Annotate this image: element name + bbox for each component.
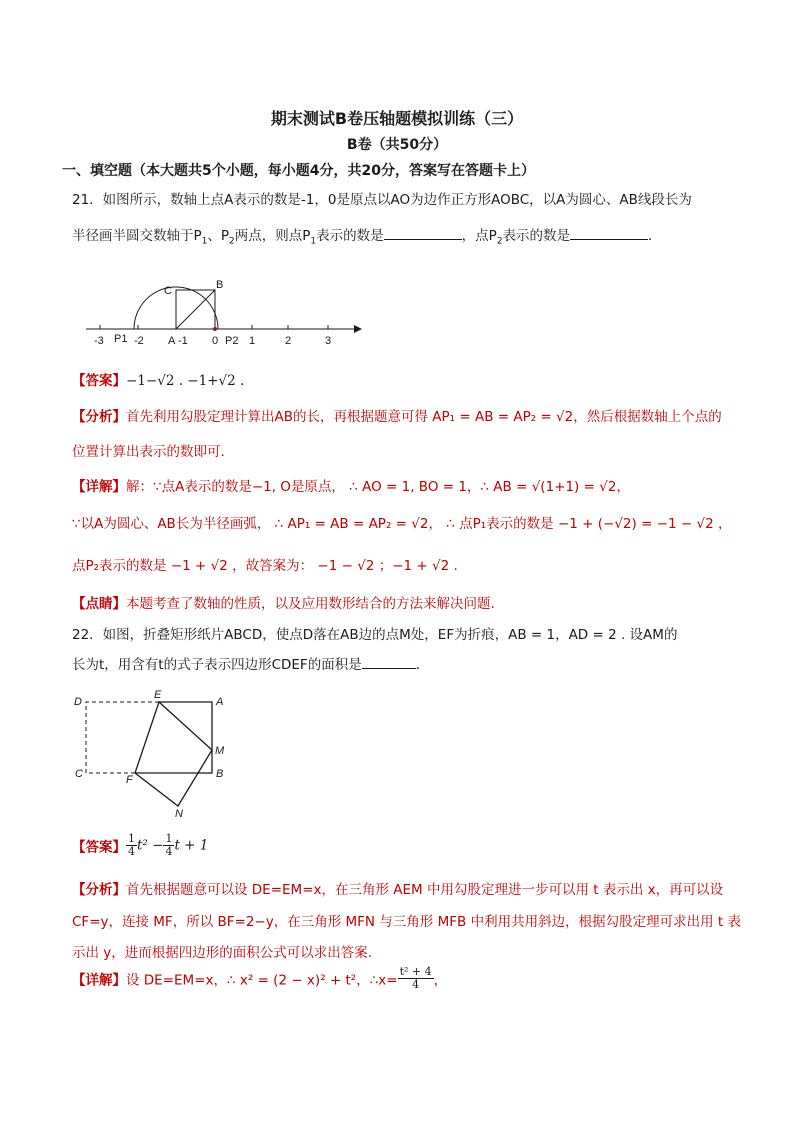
detail-tag: 【详解】 <box>72 972 126 989</box>
folded-part <box>135 702 212 806</box>
comment-text: 本题考查了数轴的性质，以及应用数形结合的方法来解决问题. <box>126 596 495 612</box>
analysis-tag: 【分析】 <box>72 882 126 898</box>
q21-analysis-2: 位置计算出表示的数即可. <box>72 444 225 460</box>
q21-detail-2: ∵以A为圆心、AB长为半径画弧， ∴ AP₁ = AB = AP₂ = √2， ∴ 点P₁表示的数是 −1 + (−√2) = −1 − √2 ， <box>72 516 732 532</box>
origin-dot <box>213 327 217 331</box>
label-m: M <box>215 745 225 757</box>
q22-line2 <box>72 653 429 673</box>
detail-tag: 【详解】 <box>72 479 126 495</box>
q22-detail <box>72 966 447 991</box>
answer-blank-3[interactable] <box>362 655 416 669</box>
axis-arrow <box>354 325 362 333</box>
label-f: F <box>126 774 133 786</box>
section-subtitle: B卷（共50分） <box>346 137 448 153</box>
q21-text: ，点P <box>461 228 497 244</box>
answer-tag: 【答案】 <box>72 373 126 389</box>
label-e: E <box>154 690 162 701</box>
subscript: 2 <box>229 236 235 247</box>
denominator: 4 <box>128 845 135 858</box>
q22-text: ． <box>415 657 430 673</box>
q22-analysis-2: CF=y，连接 MF，所以 BF=2−y，在三角形 MFN 与三角形 MFB 中利用共用斜边，根据勾股定理可求出用 t 表 <box>72 914 741 930</box>
point-label-b: B <box>216 279 224 291</box>
tick-label: 1 <box>249 335 256 347</box>
q21-text: 两点，则点P <box>234 228 311 244</box>
detail-text: 设 DE=EM=x，∴ x² = (2 − x)² + t²，∴x= <box>126 972 398 989</box>
label-a: A <box>216 696 224 708</box>
answer-tag: 【答案】 <box>72 839 126 856</box>
fraction <box>163 833 174 858</box>
dashed-edge <box>86 702 159 773</box>
answer-text: t + 1 <box>174 837 209 854</box>
q21-line2 <box>72 224 662 247</box>
numerator: t² + 4 <box>399 965 432 978</box>
tick-label: -2 <box>134 335 144 347</box>
answer-blank-2[interactable] <box>570 226 648 240</box>
number-line-figure <box>80 268 370 358</box>
comment-tag: 【点睛】 <box>72 596 126 612</box>
q21-text: 半径画半圆交数轴于P <box>72 228 202 244</box>
answer-text: −1−√2 . −1+√2 . <box>126 373 245 389</box>
q21-text: 表示的数是 <box>502 228 571 244</box>
q22-analysis-1 <box>72 878 723 898</box>
answer-text: t² − <box>137 837 164 854</box>
q22-text: 长为t，用含有t的式子表示四边形CDEF的面积是 <box>72 657 362 673</box>
fraction <box>398 966 434 991</box>
tick-label: 0 <box>212 335 219 347</box>
subscript: 1 <box>310 236 317 247</box>
answer-blank-1[interactable] <box>384 226 462 240</box>
analysis-text: 首先利用勾股定理计算出AB的长，再根据题意可得 AP₁ = AB = AP₂ = √2，然后根据数轴上个点的 <box>126 409 722 425</box>
label-n: N <box>175 808 183 820</box>
numerator: 1 <box>128 832 135 845</box>
detail-text: ， <box>433 972 448 989</box>
tick-label: 3 <box>325 335 332 347</box>
point-label-c: C <box>164 285 172 297</box>
tick-label: 2 <box>285 335 292 347</box>
tick-label: -3 <box>94 335 104 347</box>
q21-line1: 21．如图所示，数轴上点A表示的数是-1，0是原点以AO为边作正方形AOBC，以A为圆心、AB线段长为 <box>72 192 692 208</box>
section-heading: 一、填空题（本大题共5个小题，每小题4分，共20分，答案写在答题卡上） <box>62 163 535 179</box>
tick-label: -1 <box>178 335 188 347</box>
analysis-tag: 【分析】 <box>72 409 126 425</box>
analysis-text: 首先根据题意可以设 DE=EM=x，在三角形 AEM 中用勾股定理进一步可以用 t 表示出 x，再可以设 <box>126 882 724 898</box>
q22-line1: 22．如图，折叠矩形纸片ABCD，使点D落在AB边的点M处，EF为折痕，AB = 1，AD = 2 . 设AM的 <box>72 627 678 643</box>
q22-analysis-3: 示出 y，进而根据四边形的面积公式可以求出答案. <box>72 945 373 961</box>
point-label-p2: P2 <box>225 335 239 347</box>
label-d: D <box>74 696 82 708</box>
q22-answer <box>72 833 208 858</box>
q21-comment <box>72 592 495 612</box>
q21-analysis-1 <box>72 405 722 425</box>
q21-detail-3: 点P₂表示的数是 −1 + √2 ，故答案为： −1 − √2 ；−1 + √2 . <box>72 558 458 574</box>
folded-rectangle-figure <box>70 690 240 820</box>
q21-answer <box>72 369 244 389</box>
q21-text: 、P <box>207 228 230 244</box>
q21-detail-1 <box>72 475 630 495</box>
label-b: B <box>216 768 224 780</box>
denominator: 4 <box>165 845 173 858</box>
denominator: 4 <box>412 978 420 991</box>
q21-text: 表示的数是 <box>316 228 384 244</box>
numerator: 1 <box>165 832 173 845</box>
point-label-p1: P1 <box>114 333 128 345</box>
q21-text: ． <box>648 228 662 244</box>
label-c: C <box>75 768 83 780</box>
segment-ab <box>176 290 215 329</box>
detail-text: 解：∵点A表示的数是−1, O是原点， ∴ AO = 1, BO = 1，∴ AB = √(1+1) = √2， <box>126 479 630 495</box>
page-title: 期末测试B卷压轴题模拟训练（三） <box>270 109 524 128</box>
point-label-a: A <box>168 335 176 347</box>
subscript: 1 <box>201 236 208 247</box>
subscript: 2 <box>496 236 503 247</box>
fraction <box>126 833 137 858</box>
